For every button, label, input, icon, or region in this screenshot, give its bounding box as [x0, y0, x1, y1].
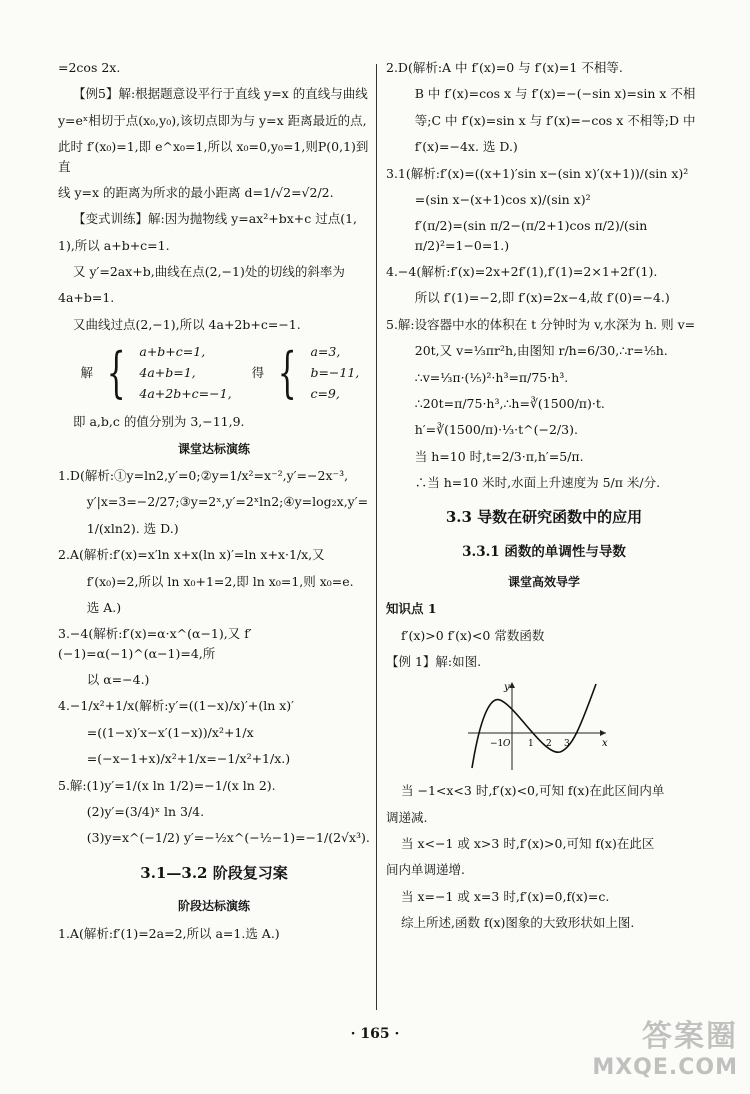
- answer-line: 4.−4(解析:f′(x)=2x+2f′(1),f′(1)=2×1+2f′(1).: [386, 264, 658, 279]
- watermark-url: MXQE.COM: [592, 1055, 738, 1080]
- answer-line: ∴v=⅓π·(⅕)²·h³=π/75·h³.: [414, 369, 569, 385]
- answer-1-line: 1/(xln2). 选 D.): [86, 520, 179, 536]
- system-results: [310, 341, 359, 404]
- knowledge-point-line: f′(x)>0 f′(x)<0 常数函数: [401, 627, 545, 643]
- variant-training-line: 【变式训练】解:因为抛物线 y=ax²+bx+c 过点(1,: [73, 211, 358, 227]
- tick-label: 1: [528, 739, 534, 750]
- text-line: 综上所述,函数 f(x)图象的大致形状如上图.: [401, 915, 635, 931]
- text-line: 线 y=x 的距离为所求的最小距离 d=1/√2=√2/2.: [58, 184, 334, 200]
- answer-1-line: 1.D(解析:①y=ln2,y′=0;②y=1/x²=x⁻²,y′=−2x⁻³,: [58, 468, 349, 484]
- text-line: 此时 f′(x₀)=1,即 e^x₀=1,所以 x₀=0,y₀=1,则P(0,1)到直: [58, 139, 369, 174]
- x-axis-arrow: [600, 730, 606, 736]
- answer-3-line: 以 α=−4.): [86, 672, 150, 688]
- system-label: 解: [80, 364, 94, 380]
- column-divider: [376, 64, 377, 1010]
- tick-label: −1: [490, 739, 504, 750]
- watermark: [592, 1011, 738, 1080]
- system-equation: 4a+2b+c=−1,: [139, 386, 232, 402]
- section-heading: 阶段达标演练: [177, 898, 250, 913]
- answer-line: ∴20t=π/75·h³,∴h=∛(1500/π)·t.: [414, 395, 605, 411]
- system-result: a=3,: [310, 344, 341, 360]
- answer-line: B 中 f′(x)=cos x 与 f′(x)=−(−sin x)=sin x 不相: [414, 86, 696, 102]
- answer-line: 等;C 中 f′(x)=sin x 与 f′(x)=−cos x 不相等;D 中: [414, 112, 696, 128]
- y-axis-arrow: [509, 682, 515, 688]
- text-line: =2cos 2x.: [58, 60, 121, 75]
- x-axis-label: x: [602, 738, 608, 750]
- y-axis-label: y: [504, 682, 510, 694]
- text-line: 当 −1<x<3 时,f′(x)<0,可知 f(x)在此区间内单: [401, 783, 665, 799]
- system-equation: a+b+c=1,: [139, 344, 206, 360]
- text-line: 又 y′=2ax+b,曲线在点(2,−1)处的切线的斜率为: [73, 264, 345, 279]
- text-line: 间内单调递增.: [386, 862, 465, 878]
- origin-label: O: [503, 739, 511, 750]
- text-line: 调递减.: [386, 809, 428, 825]
- left-brace: {: [106, 340, 126, 404]
- answer-5-line: (3)y=x^(−1/2) y′=−½x^(−½−1)=−1/(2√x³).: [86, 830, 370, 846]
- text-line: y=eˣ相切于点(x₀,y₀),该切点即为与 y=x 距离最近的点,: [58, 112, 367, 128]
- system-result: c=9,: [310, 386, 340, 402]
- page-number: · 165 ·: [350, 1026, 400, 1042]
- answer-line: 20t,又 v=⅓πr²h,由图知 r/h=6/30,∴r=⅕h.: [414, 343, 668, 359]
- answer-2-line: 2.A(解析:f′(x)=x′ln x+x(ln x)′=ln x+x·1/x,又: [58, 547, 325, 563]
- text-line: 当 x<−1 或 x>3 时,f′(x)>0,可知 f(x)在此区: [401, 836, 655, 852]
- right-column: [386, 58, 702, 940]
- section-heading: 课堂达标演练: [177, 441, 250, 456]
- answer-line: f′(π/2)=(sin π/2−(π/2+1)cos π/2)/(sin π/2)²=1−0=1.): [414, 218, 648, 253]
- answer-line: 当 h=10 时,t=2/3·π,h′=5/π.: [414, 448, 584, 464]
- answer-4-line: 4.−1/x²+1/x(解析:y′=((1−x)/x)′+(ln x)′: [58, 698, 294, 714]
- answer-2-line: 选 A.): [86, 599, 122, 615]
- answer-line: =(sin x−(x+1)cos x)/(sin x)²: [414, 191, 591, 207]
- example-1-line: 【例 1】解:如图.: [386, 653, 482, 669]
- system-equations: [139, 341, 231, 404]
- subsection-heading: 3.3.1 函数的单调性与导数: [462, 543, 626, 560]
- example-5-line: 【例5】解:根据题意设平行于直线 y=x 的直线与曲线: [73, 86, 368, 102]
- chapter-heading: 3.3 导数在研究函数中的应用: [445, 508, 643, 527]
- answer-4-line: =((1−x)′x−x′(1−x))/x²+1/x: [86, 724, 254, 740]
- function-graph: [464, 678, 614, 773]
- answer-3-line: 3.−4(解析:f′(x)=α·x^(α−1),又 f′(−1)=α(−1)^(α−1)=4,所: [58, 626, 252, 661]
- answer-2-line: f′(x₀)=2,所以 ln x₀+1=2,即 ln x₀=1,则 x₀=e.: [86, 573, 354, 589]
- answer-line: 3.1(解析:f′(x)=((x+1)′sin x−(sin x)′(x+1))/(sin x)²: [386, 165, 689, 181]
- answer-1-line: y′|x=3=−2/27;③y=2ˣ,y′=2ˣln2;④y=log₂x,y′=: [86, 494, 369, 510]
- answer-line: 所以 f′(1)=−2,即 f′(x)=2x−4,故 f′(0)=−4.): [414, 290, 670, 306]
- answer-line: f′(x)=−4x. 选 D.): [414, 139, 518, 155]
- left-column: [58, 58, 370, 950]
- answer-line: 1.A(解析:f′(1)=2a=2,所以 a=1.选 A.): [58, 925, 280, 941]
- text-line: 又曲线过点(2,−1),所以 4a+2b+c=−1.: [73, 316, 301, 332]
- text-line: 即 a,b,c 的值分别为 3,−11,9.: [73, 414, 245, 430]
- curve: [472, 684, 596, 768]
- answer-5-line: 5.解:(1)y′=1/(x ln 1/2)=−1/(x ln 2).: [58, 777, 276, 793]
- text-line: 当 x=−1 或 x=3 时,f′(x)=0,f(x)=c.: [401, 888, 610, 904]
- text-line: 4a+b=1.: [58, 290, 115, 306]
- tick-label: 3: [564, 739, 570, 750]
- tick-label: 2: [546, 739, 552, 750]
- section-heading: 课堂高效导学: [507, 574, 580, 589]
- knowledge-point-label: 知识点 1: [386, 601, 437, 617]
- answer-line: h′=∛(1500/π)·⅓·t^(−2/3).: [414, 422, 578, 438]
- system-equation: 4a+b=1,: [139, 365, 196, 381]
- system-result: b=−11,: [310, 365, 360, 381]
- answer-line: ∴当 h=10 米时,水面上升速度为 5/π 米/分.: [414, 475, 661, 490]
- equation-system: [81, 341, 371, 404]
- answer-5-line: (2)y′=(3/4)ˣ ln 3/4.: [86, 803, 205, 819]
- text-line: 1),所以 a+b+c=1.: [58, 237, 170, 253]
- chapter-heading: 3.1—3.2 阶段复习案: [140, 863, 288, 882]
- answer-line: 5.解:设容器中水的体积在 t 分钟时为 v,水深为 h. 则 v=: [386, 316, 696, 332]
- left-brace: {: [277, 340, 297, 404]
- system-get-label: 得: [251, 364, 265, 380]
- answer-4-line: =(−x−1+x)/x²+1/x=−1/x²+1/x.): [86, 751, 291, 767]
- watermark-text: 答案圈: [642, 1019, 738, 1054]
- answer-line: 2.D(解析:A 中 f′(x)=0 与 f′(x)=1 不相等.: [386, 60, 623, 75]
